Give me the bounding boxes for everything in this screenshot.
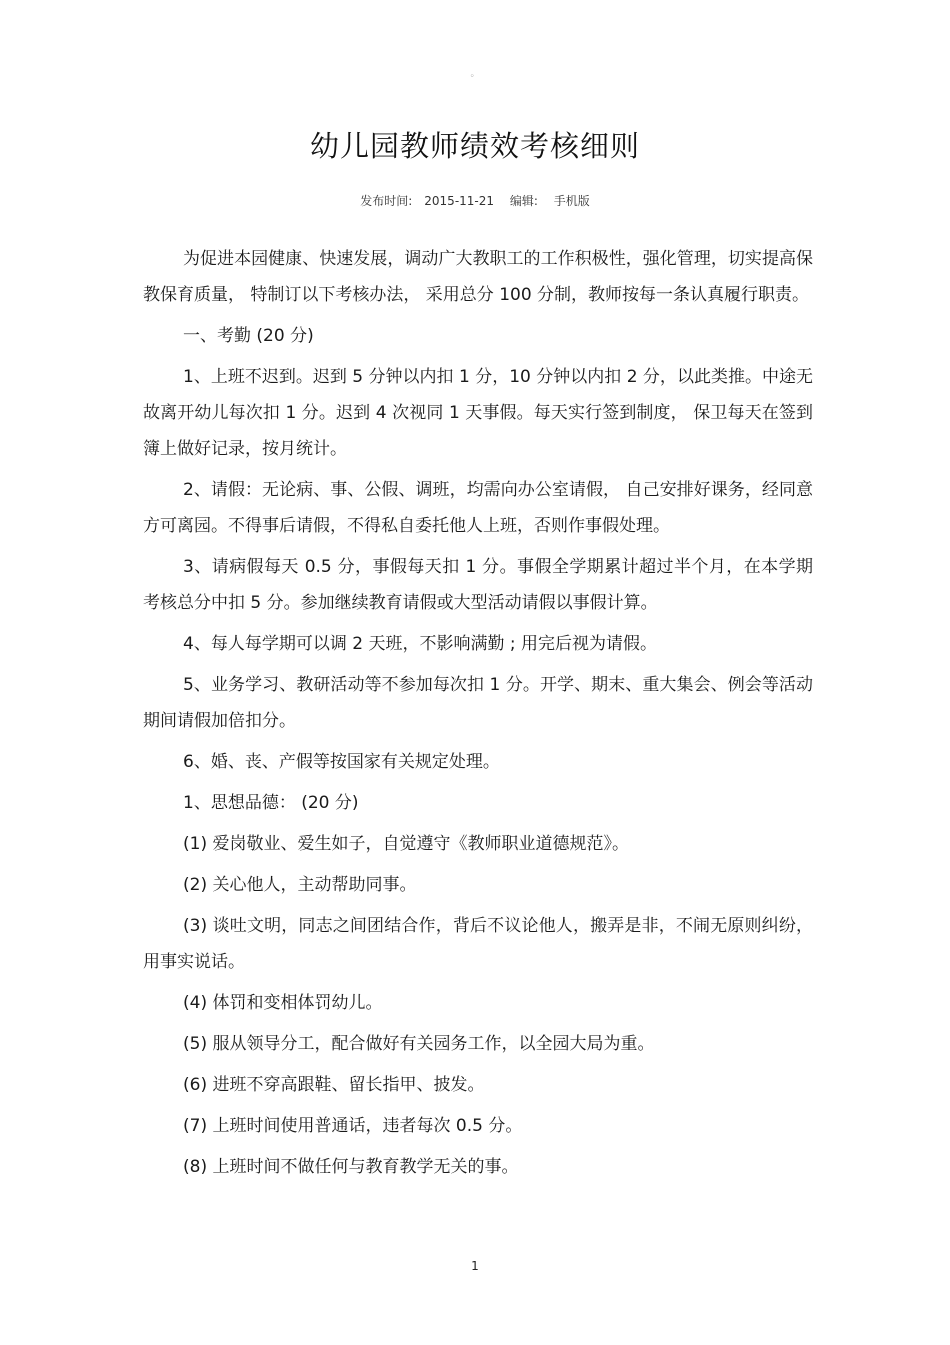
list-item: (7) 上班时间使用普通话，违者每次 0.5 分。	[183, 1116, 523, 1136]
rule-paragraph: 4、每人每学期可以调 2 天班，不影响满勤 ; 用完后视为请假。	[183, 634, 657, 654]
list-item: (5) 服从领导分工，配合做好有关园务工作，以全园大局为重。	[183, 1034, 655, 1054]
document-body	[143, 241, 813, 1190]
published-label: 发布时间:	[360, 194, 413, 208]
header-mark: 。	[470, 69, 480, 79]
list-item: (8) 上班时间不做任何与教育教学无关的事。	[183, 1157, 519, 1177]
list-item: (3) 谈吐文明，同志之间团结合作，背后不议论他人，搬弄是非，不闹无原则纠纷，用事实说话。	[143, 916, 813, 972]
published-date: 2015-11-21	[424, 194, 495, 208]
rule-paragraph: 6、婚、丧、产假等按国家有关规定处理。	[183, 752, 500, 772]
editor-label: 编辑:	[509, 194, 538, 208]
rule-paragraph: 1、上班不迟到。迟到 5 分钟以内扣 1 分，10 分钟以内扣 2 分，以此类推。中途无故离开幼儿每次扣 1 分。迟到 4 次视同 1 天事假。每天实行签到制度， 保卫每天在签到簿上做好记录，按月统计。	[143, 367, 813, 459]
page-number: 1	[471, 1259, 479, 1273]
document-title: 幼儿园教师绩效考核细则	[309, 129, 640, 163]
version-link[interactable]: 手机版	[553, 194, 590, 208]
section-heading-morality: 1、思想品德： (20 分)	[183, 793, 359, 813]
list-item: (2) 关心他人，主动帮助同事。	[183, 875, 417, 895]
rule-paragraph: 3、请病假每天 0.5 分，事假每天扣 1 分。事假全学期累计超过半个月，在本学期考核总分中扣 5 分。参加继续教育请假或大型活动请假以事假计算。	[143, 557, 813, 613]
list-item: (1) 爱岗敬业、爱生如子，自觉遵守《教师职业道德规范》。	[183, 834, 629, 854]
intro-paragraph: 为促进本园健康、快速发展，调动广大教职工的工作积极性，强化管理，切实提高保教保育质量， 特制订以下考核办法， 采用总分 100 分制，教师按每一条认真履行职责。	[143, 249, 813, 305]
list-item: (6) 进班不穿高跟鞋、留长指甲、披发。	[183, 1075, 485, 1095]
list-item: (4) 体罚和变相体罚幼儿。	[183, 993, 383, 1013]
publish-meta	[0, 192, 950, 209]
rule-paragraph: 2、请假：无论病、事、公假、调班，均需向办公室请假， 自己安排好课务，经同意方可离园。不得事后请假，不得私自委托他人上班，否则作事假处理。	[143, 480, 813, 536]
section-heading-attendance: 一、考勤 (20 分)	[183, 326, 314, 346]
rule-paragraph: 5、业务学习、教研活动等不参加每次扣 1 分。开学、期末、重大集会、例会等活动期间请假加倍扣分。	[143, 675, 813, 731]
